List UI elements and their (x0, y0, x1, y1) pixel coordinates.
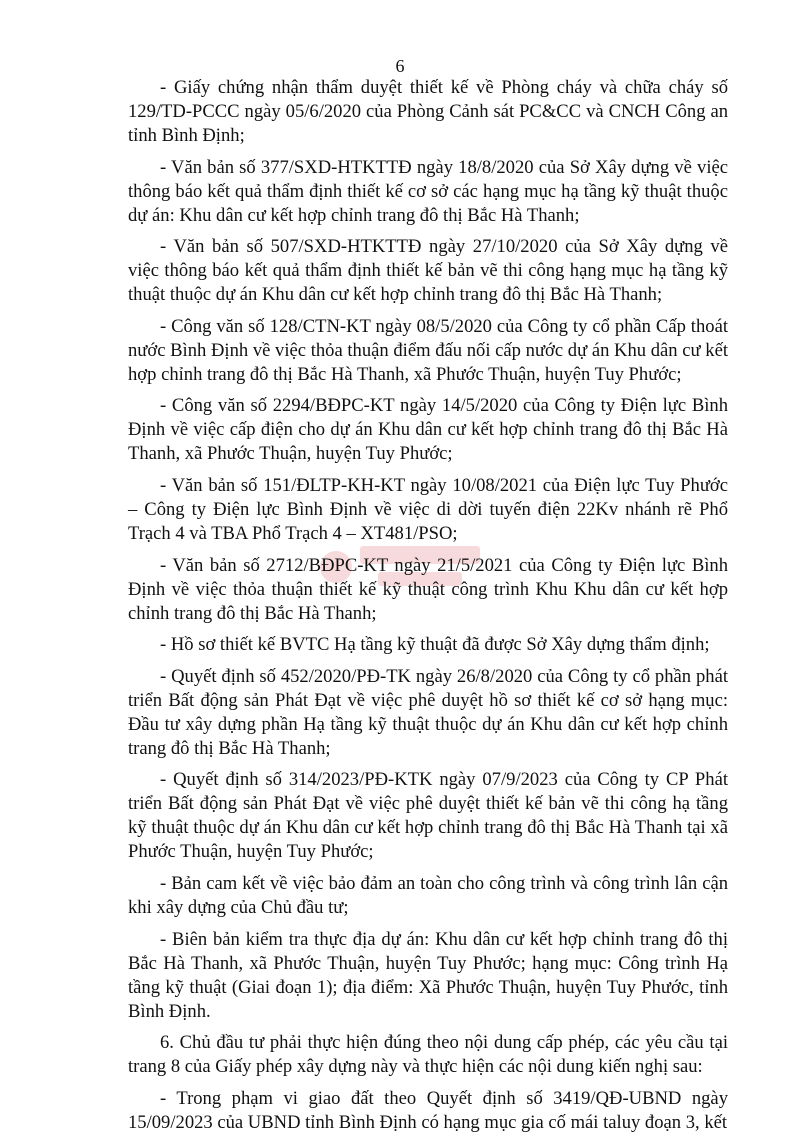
list-item: - Giấy chứng nhận thẩm duyệt thiết kế về Phòng cháy và chữa cháy số 129/TD-PCCC ngày 05/6/2020 của Phòng Cảnh sát PC&CC và CNCH Công an tỉnh Bình Định; (128, 77, 728, 146)
list-item: - Bản cam kết về việc bảo đảm an toàn cho công trình và công trình lân cận khi xây dựng của Chủ đầu tư; (128, 872, 728, 918)
list-item: - Văn bản số 507/SXD-HTKTTĐ ngày 27/10/2020 của Sở Xây dựng về việc thông báo kết quả thẩm định thiết kế bản vẽ thi công hạng mục hạ tầng kỹ thuật thuộc dự án Khu dân cư kết hợp chỉnh trang đô thị Bắc Hà Thanh; (128, 236, 728, 306)
list-item: - Văn bản số 151/ĐLTP-KH-KT ngày 10/08/2021 của Điện lực Tuy Phước – Công ty Điện lực Bình Định về việc di dời tuyến điện 22Kv nhánh rẽ Phổ Trạch 4 và TBA Phổ Trạch 4 – XT481/PSO; (128, 474, 728, 544)
list-item: - Văn bản số 377/SXD-HTKTTĐ ngày 18/8/2020 của Sở Xây dựng về việc thông báo kết quả thẩm định thiết kế cơ sở các hạng mục hạ tầng kỹ thuật thuộc dự án: Khu dân cư kết hợp chỉnh trang đô thị Bắc Hà Thanh; (128, 156, 728, 226)
page-number: 6 (395, 56, 405, 76)
list-item: - Biên bản kiểm tra thực địa dự án: Khu dân cư kết hợp chỉnh trang đô thị Bắc Hà Thanh, xã Phước Thuận, huyện Tuy Phước; hạng mục: Công trình Hạ tầng kỹ thuật (Giai đoạn 1); địa điểm: Xã Phước Thuận, huyện Tuy Phước, tỉnh Bình Định. (128, 928, 728, 1022)
section-paragraph: 6. Chủ đầu tư phải thực hiện đúng theo nội dung cấp phép, các yêu cầu tại trang 8 của Giấy phép xây dựng này và thực hiện các nội dung kiến nghị sau: (128, 1032, 728, 1078)
list-item: - Công văn số 2294/BĐPC-KT ngày 14/5/2020 của Công ty Điện lực Bình Định về việc cấp điện cho dự án Khu dân cư kết hợp chỉnh trang đô thị Bắc Hà Thanh, xã Phước Thuận, huyện Tuy Phước; (128, 395, 728, 465)
list-item: - Quyết định số 452/2020/PĐ-TK ngày 26/8/2020 của Công ty cổ phần phát triển Bất động sản Phát Đạt về việc phê duyệt hồ sơ thiết kế cơ sở hạng mục: Đầu tư xây dựng phần Hạ tầng kỹ thuật thuộc dự án Khu dân cư kết hợp chỉnh trang đô thị Bắc Hà Thanh; (128, 665, 728, 759)
list-item: - Văn bản số 2712/BĐPC-KT ngày 21/5/2021 của Công ty Điện lực Bình Định về việc thỏa thuận thiết kế kỹ thuật công trình Khu Khu dân cư kết hợp chỉnh trang đô thị Bắc Hà Thanh; (128, 554, 728, 624)
document-body (128, 76, 728, 1142)
list-item: - Trong phạm vi giao đất theo Quyết định số 3419/QĐ-UBND ngày 15/09/2023 của UBND tỉnh Bình Định có hạng mục gia cố mái taluy đoạn 3, kết (128, 1087, 728, 1133)
list-item: - Hồ sơ thiết kế BVTC Hạ tầng kỹ thuật đã được Sở Xây dựng thẩm định; (160, 634, 710, 656)
list-item: - Quyết định số 314/2023/PĐ-KTK ngày 07/9/2023 của Công ty CP Phát triển Bất động sản Phát Đạt về việc phê duyệt thiết kế bản vẽ thi công hạ tầng kỹ thuật thuộc dự án Khu dân cư kết hợp chỉnh trang đô thị Bắc Hà Thanh tại xã Phước Thuận, huyện Tuy Phước; (128, 769, 728, 863)
list-item: - Công văn số 128/CTN-KT ngày 08/5/2020 của Công ty cổ phần Cấp thoát nước Bình Định về việc thỏa thuận điểm đấu nối cấp nước dự án Khu dân cư kết hợp chỉnh trang đô thị Bắc Hà Thanh, xã Phước Thuận, huyện Tuy Phước; (128, 315, 728, 385)
